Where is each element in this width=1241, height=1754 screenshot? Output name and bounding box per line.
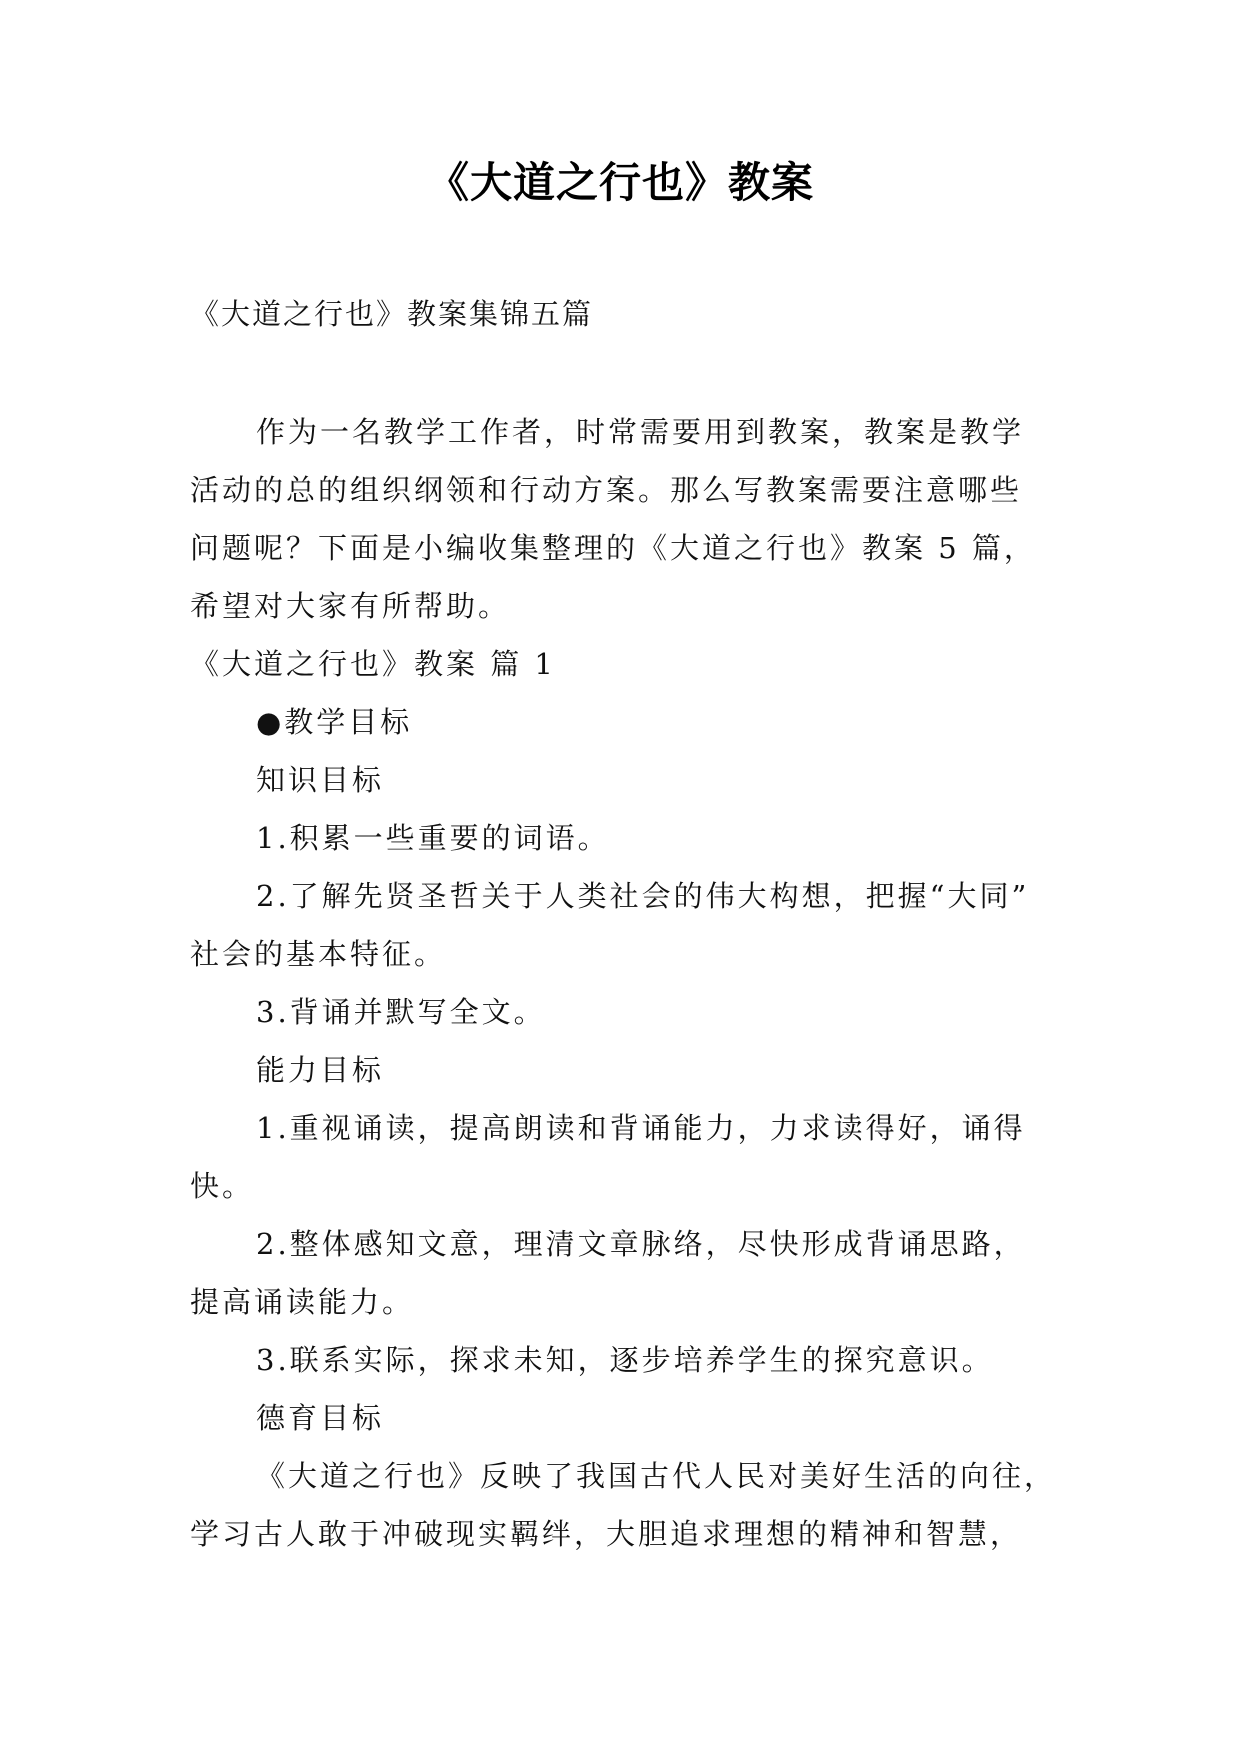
document-subtitle: 《大道之行也》教案集锦五篇	[190, 297, 594, 331]
body-line: 问题呢？下面是小编收集整理的《大道之行也》教案 5 篇，	[190, 531, 1036, 565]
body-line: 1.重视诵读，提高朗读和背诵能力，力求读得好，诵得	[256, 1111, 1026, 1145]
body-line: 社会的基本特征。	[190, 937, 447, 971]
body-line: 3.联系实际，探求未知，逐步培养学生的探究意识。	[256, 1343, 994, 1377]
body-line: ●教学目标	[256, 705, 413, 739]
body-line: 德育目标	[256, 1401, 385, 1435]
document-title: 《大道之行也》教案	[426, 158, 814, 207]
body-line: 提高诵读能力。	[190, 1285, 415, 1319]
body-line: 活动的总的组织纲领和行动方案。那么写教案需要注意哪些	[190, 473, 1023, 507]
body-line: 能力目标	[256, 1053, 385, 1087]
body-line: 2.整体感知文意，理清文章脉络，尽快形成背诵思路，	[256, 1227, 1026, 1261]
body-line: 知识目标	[256, 763, 385, 797]
body-line: 1.积累一些重要的词语。	[256, 821, 610, 855]
body-line: 《大道之行也》教案 篇 1	[190, 647, 556, 681]
body-line: 希望对大家有所帮助。	[190, 589, 511, 623]
body-line: 3.背诵并默写全文。	[256, 995, 546, 1029]
body-line: 2.了解先贤圣哲关于人类社会的伟大构想，把握“大同”	[256, 879, 1030, 913]
body-line: 学习古人敢于冲破现实羁绊，大胆追求理想的精神和智慧，	[190, 1517, 1023, 1551]
body-line: 快。	[190, 1169, 255, 1203]
body-line: 《大道之行也》反映了我国古代人民对美好生活的向往，	[256, 1459, 1057, 1493]
document-body	[190, 403, 1070, 1563]
body-line: 作为一名教学工作者，时常需要用到教案，教案是教学	[256, 415, 1025, 449]
